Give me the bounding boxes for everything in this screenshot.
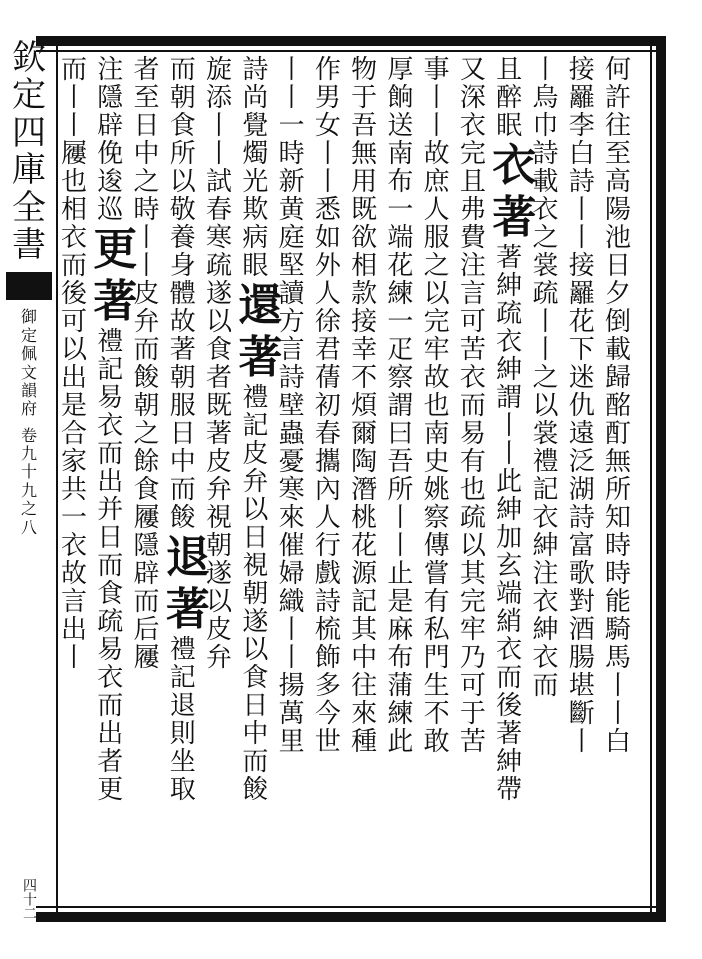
text-run: 疏 遂 以 食 者 既 著 皮 弁 視 朝 遂 以 皮 弁 [206,251,233,673]
text-run: 詩 尚 覺 燭 光 欺 病 眼 [242,55,269,281]
margin-glyph: 八 [20,517,37,537]
text-run: 屨 隱 辟 而 后 屨 [133,503,160,673]
text-column [601,56,635,912]
margin-glyph: 佩 [20,344,37,364]
text-run: 著 紳 疏 衣 紳 謂 丨 丨 此 紳 加 玄 端 綃 衣 而 後 著 紳 帶 [496,243,523,805]
text-column [93,55,138,912]
text-column [275,56,309,912]
margin-glyph: 欽 [12,38,46,78]
top-border [36,36,666,46]
text-run: 相 衣 而 後 可 以 出 是 合 家 共 一 衣 故 言 出 丨 [60,195,87,673]
text-column [492,55,537,912]
text-column [565,56,599,912]
headword: 更 著 [93,224,138,327]
text-column [57,56,91,912]
book-title [12,40,46,264]
margin-glyph: 書 [12,224,46,265]
text-run: 丨 丨 [604,671,631,729]
text-run: 且 醉 眠 [496,55,523,141]
margin-glyph: 文 [20,362,37,382]
text-run: 禮 記 退 則 坐 取 [169,635,196,805]
text-run: 厚 餉 送 南 布 一 端 花 練 一 疋 察 謂 曰 吾 所 丨 丨 止 是 麻 布 蒲 練 此 [387,55,414,757]
text-run: 注 隱 辟 俛 逡 巡 [97,55,124,225]
text-run: 而 丨 丨 屨 也 [60,55,87,197]
top-border-thin [36,50,666,52]
text-column [420,56,454,912]
margin-glyph: 庫 [12,150,46,191]
headword: 退 著 [165,532,210,635]
margin-glyph: 九 [20,480,37,500]
text-run: 旋 添 丨 丨 試 春 寒 [206,55,233,253]
text-column [165,55,210,912]
fishtail-mark [6,272,52,300]
bottom-border [36,912,666,922]
headword: 還 著 [238,280,283,383]
volume-note [21,308,37,537]
text-run: 禮 記 皮 弁 以 日 視 朝 遂 以 食 日 中 而 餕 [242,383,269,805]
margin-glyph: 府 [20,399,37,419]
text-run: 作 男 女 丨 丨 悉 如 外 人 徐 君 蒨 初 春 攜 內 人 行 戲 詩 梳 飾 多 今 世 [314,55,341,757]
margin-glyph: 卷 [20,425,37,445]
margin-glyph: 四 [12,112,46,153]
text-run: 物 于 吾 無 用 既 欲 相 款 接 幸 不 煩 爾 陶 潛 桃 花 源 記 其 中 往 來 種 [351,55,378,757]
text-column [202,56,236,912]
text-run: 丨 丨 一 時 新 黄 庭 堅 讀 方 言 詩 壁 蟲 憂 寒 來 催 婦 織 丨 丨 揚 萬 里 [278,55,305,757]
text-run: 何 許 往 至 高 陽 池 日 夕 倒 載 歸 酩 酊 無 所 知 時 時 能 騎 馬 [604,55,631,673]
page-number: 四十二 [21,878,37,920]
text-run: 丨 烏 巾 [532,55,559,141]
fore-edge-margin [6,40,52,920]
margin-glyph: 定 [20,325,37,345]
margin-glyph: 御 [20,307,37,327]
margin-glyph: 十 [20,462,37,482]
margin-glyph: 之 [20,499,37,519]
text-column [130,56,164,912]
text-column [238,55,283,912]
headword: 衣 著 [492,140,537,243]
margin-glyph: 全 [12,187,46,228]
text-run: 白 [604,727,631,757]
margin-glyph: 韻 [20,380,37,400]
right-border [656,36,666,922]
margin-glyph: 九 [20,444,37,464]
text-run: 詩 載 衣 之 裳 疏 丨 丨 之 以 裳 禮 記 衣 紳 注 衣 紳 衣 而 [532,139,559,701]
text-column [347,56,381,912]
margin-glyph: 定 [12,75,46,116]
text-run: 禮 記 易 衣 而 出 并 日 而 食 疏 易 衣 而 出 者 更 [97,327,124,805]
right-border-thin [650,36,652,922]
text-run: 接 䍦 李 白 詩 丨 丨 接 䍦 花 下 迷 仇 遠 泛 湖 詩 富 歌 對 酒 腸 堪 斷 丨 [568,55,595,757]
text-run: 而 朝 食 所 以 敬 養 身 體 故 著 朝 服 日 中 而 餕 [169,55,196,533]
text-run: 者 至 日 中 之 時 丨 丨 皮 弁 而 餕 朝 之 餘 食 [133,55,160,505]
text-run: 事 丨 丨 故 庶 人 服 之 以 完 牢 故 也 南 史 姚 察 傳 嘗 有 私 門 生 不 敢 [423,55,450,757]
text-column [383,56,417,912]
text-run: 又 深 衣 完 且 弗 費 注 言 可 苦 衣 而 易 有 也 疏 以 其 完 牢 乃 可 于 苦 [459,55,486,757]
text-column [456,56,490,912]
text-column [311,56,345,912]
